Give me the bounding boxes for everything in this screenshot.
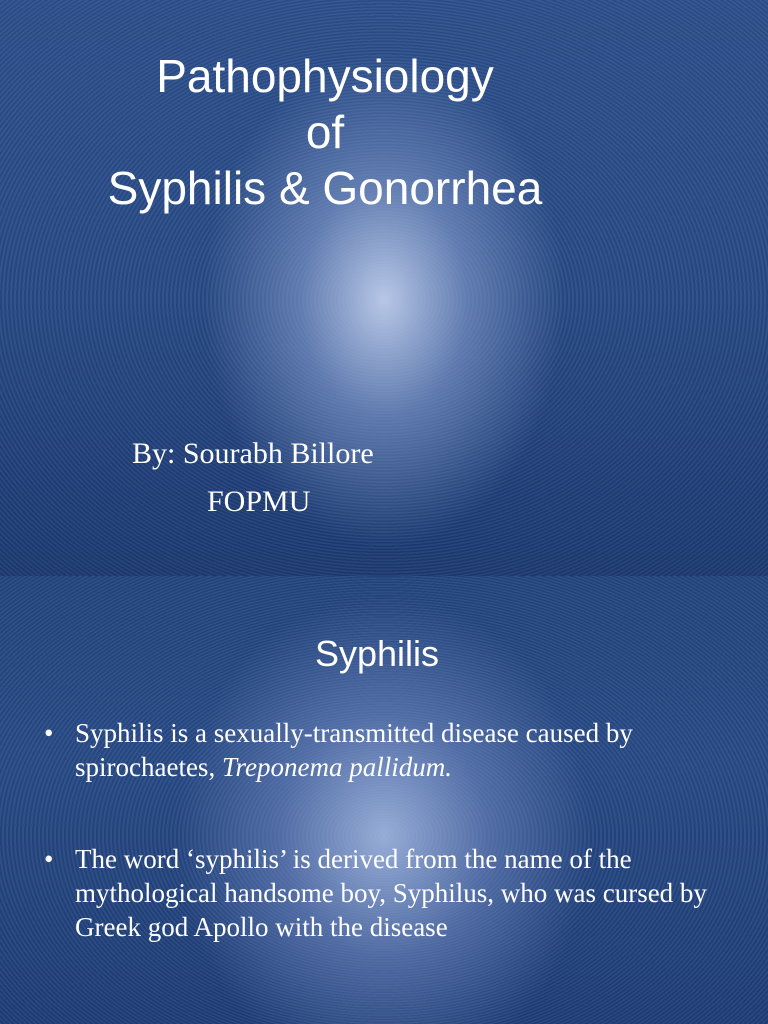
species-name: Treponema pallidum.: [221, 752, 452, 782]
bullet-item-etymology: [40, 842, 730, 944]
title-line-3: Syphilis & Gonorrhea: [107, 162, 543, 214]
title-line-2: of: [305, 106, 345, 158]
bullet-item-definition: [40, 716, 730, 784]
title-line-1: Pathophysiology: [156, 50, 494, 102]
slide-title: Syphilis: [314, 633, 440, 674]
organization-line: FOPMU: [207, 485, 311, 518]
bullet-text: The word ‘syphilis’ is derived from the name of the mythological handsome boy, Syphilus, who was cursed by Greek god Apollo with the disease: [75, 844, 707, 942]
bullet-dot-icon: •: [44, 844, 54, 874]
slide-2-syphilis: [0, 576, 768, 1024]
bullet-list: [40, 716, 730, 944]
presentation-title: [0, 48, 650, 216]
author-line: By: Sourabh Billore: [132, 437, 374, 470]
bullet-text: Syphilis is a sexually-transmitted disease caused by spirochaetes,: [75, 718, 633, 782]
bullet-dot-icon: •: [44, 718, 54, 748]
